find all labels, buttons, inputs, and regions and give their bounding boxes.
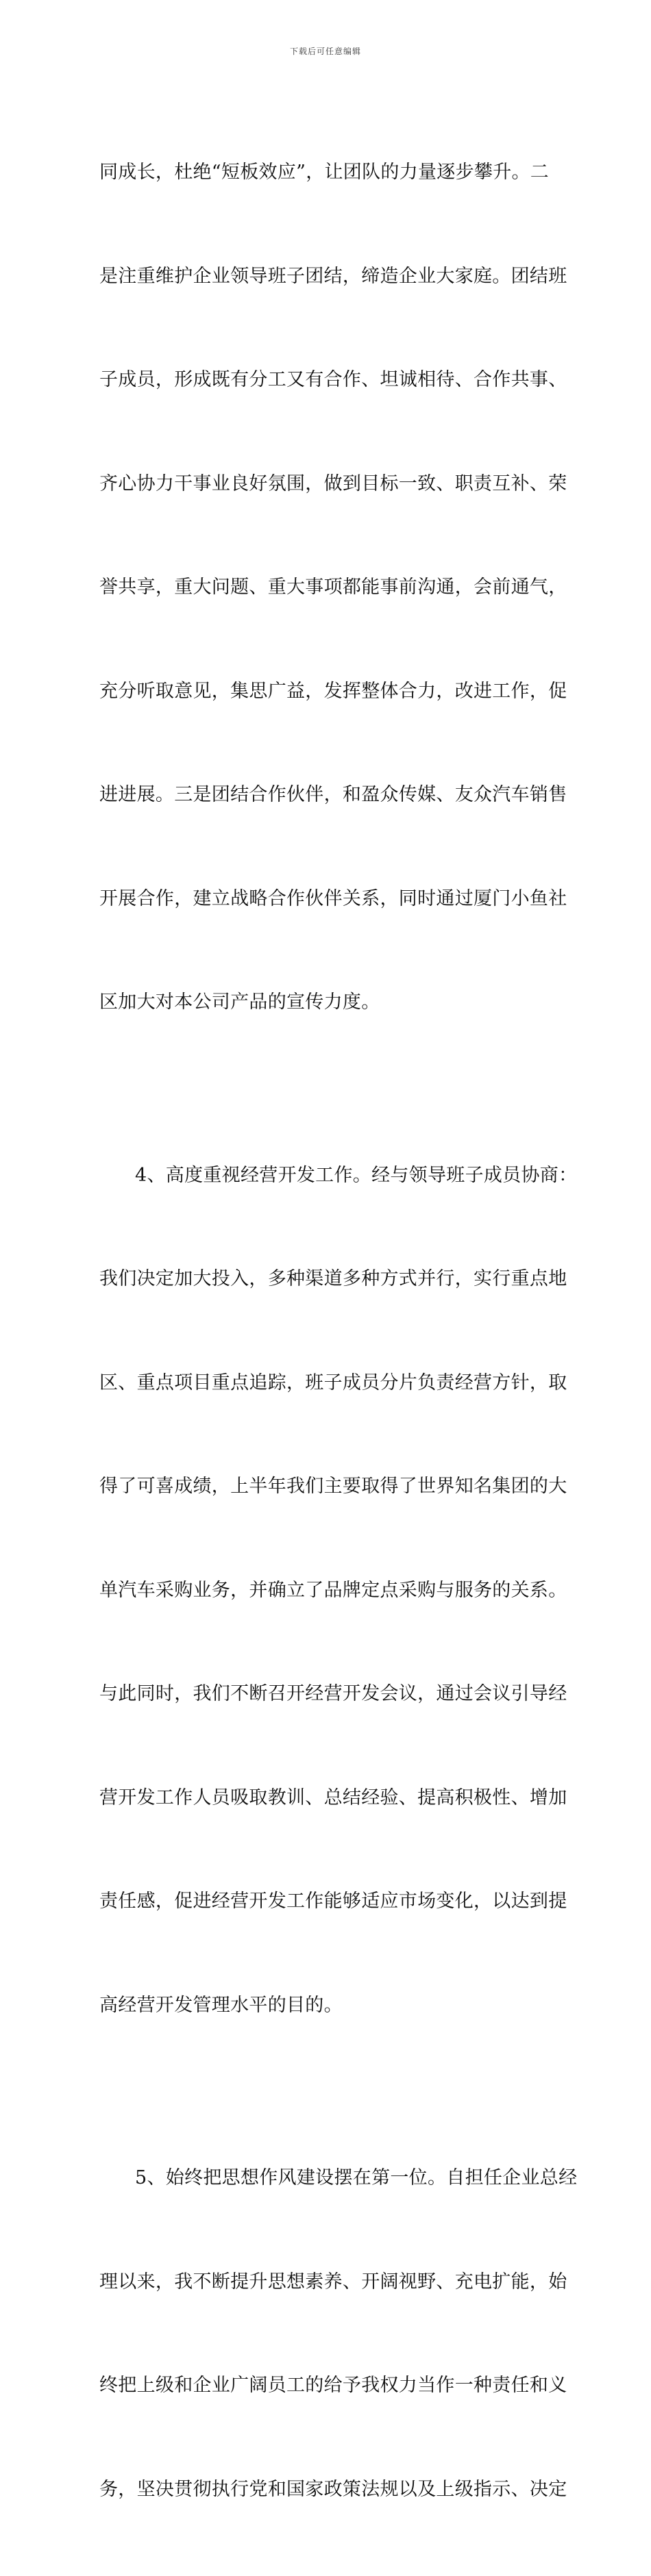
text-line: 誉共享，重大问题、重大事项都能事前沟通，会前通气， xyxy=(99,577,567,598)
text-line: 充分听取意见，集思广益，发挥整体合力，改进工作，促 xyxy=(99,680,567,702)
text-line: 营开发工作人员吸取教训、总结经验、提高积极性、增加 xyxy=(99,1786,567,1808)
text-line: 责任感，促进经营开发工作能够适应市场变化，以达到提 xyxy=(99,1891,567,1912)
text-line: 齐心协力干事业良好氛围，做到目标一致、职责互补、荣 xyxy=(99,472,567,494)
text-line: 开展合作，建立战略合作伙伴关系，同时通过厦门小鱼社 xyxy=(99,887,567,909)
text-line: 同成长，杜绝“短板效应”，让团队的力量逐步攀升。二 xyxy=(99,162,550,183)
document-body xyxy=(99,86,578,2576)
paragraph-2 xyxy=(99,1089,578,2093)
paragraph-1 xyxy=(99,86,567,1089)
text-line: 区、重点项目重点追踪，班子成员分片负责经营方针，取 xyxy=(99,1372,567,1393)
text-line-first: 4、高度重视经营开发工作。经与领导班子成员协商： xyxy=(135,1164,578,1186)
text-line: 是注重维护企业领导班子团结，缔造企业大家庭。团结班 xyxy=(99,265,567,287)
text-line: 子成员，形成既有分工又有合作、坦诚相待、合作共事、 xyxy=(99,369,567,390)
text-line: 高经营开发管理水平的目的。 xyxy=(99,1994,343,2016)
text-line: 得了可喜成绩，上半年我们主要取得了世界知名集团的大 xyxy=(99,1476,567,1497)
text-line: 理以来，我不断提升思想素养、开阔视野、充电扩能，始 xyxy=(99,2271,567,2293)
text-line: 与此同时，我们不断召开经营开发会议，通过会议引导经 xyxy=(99,1683,567,1704)
text-line: 终把上级和企业广阔员工的给予我权力当作一种责任和义 xyxy=(99,2375,567,2396)
text-line: 进进展。三是团结合作伙伴，和盈众传媒、友众汽车销售 xyxy=(99,784,567,805)
text-line: 单汽车采购业务，并确立了品牌定点采购与服务的关系。 xyxy=(99,1579,567,1601)
paragraph-3 xyxy=(99,2092,578,2576)
text-line: 务，坚决贯彻执行党和国家政策法规以及上级指示、决定 xyxy=(99,2478,567,2500)
page-header: 下载后可任意编辑 xyxy=(289,47,361,56)
text-line: 区加大对本公司产品的宣传力度。 xyxy=(99,992,380,1013)
text-line-first: 5、始终把思想作风建设摆在第一位。自担任企业总经 xyxy=(135,2167,578,2188)
text-line: 我们决定加大投入，多种渠道多种方式并行，实行重点地 xyxy=(99,1268,567,1289)
